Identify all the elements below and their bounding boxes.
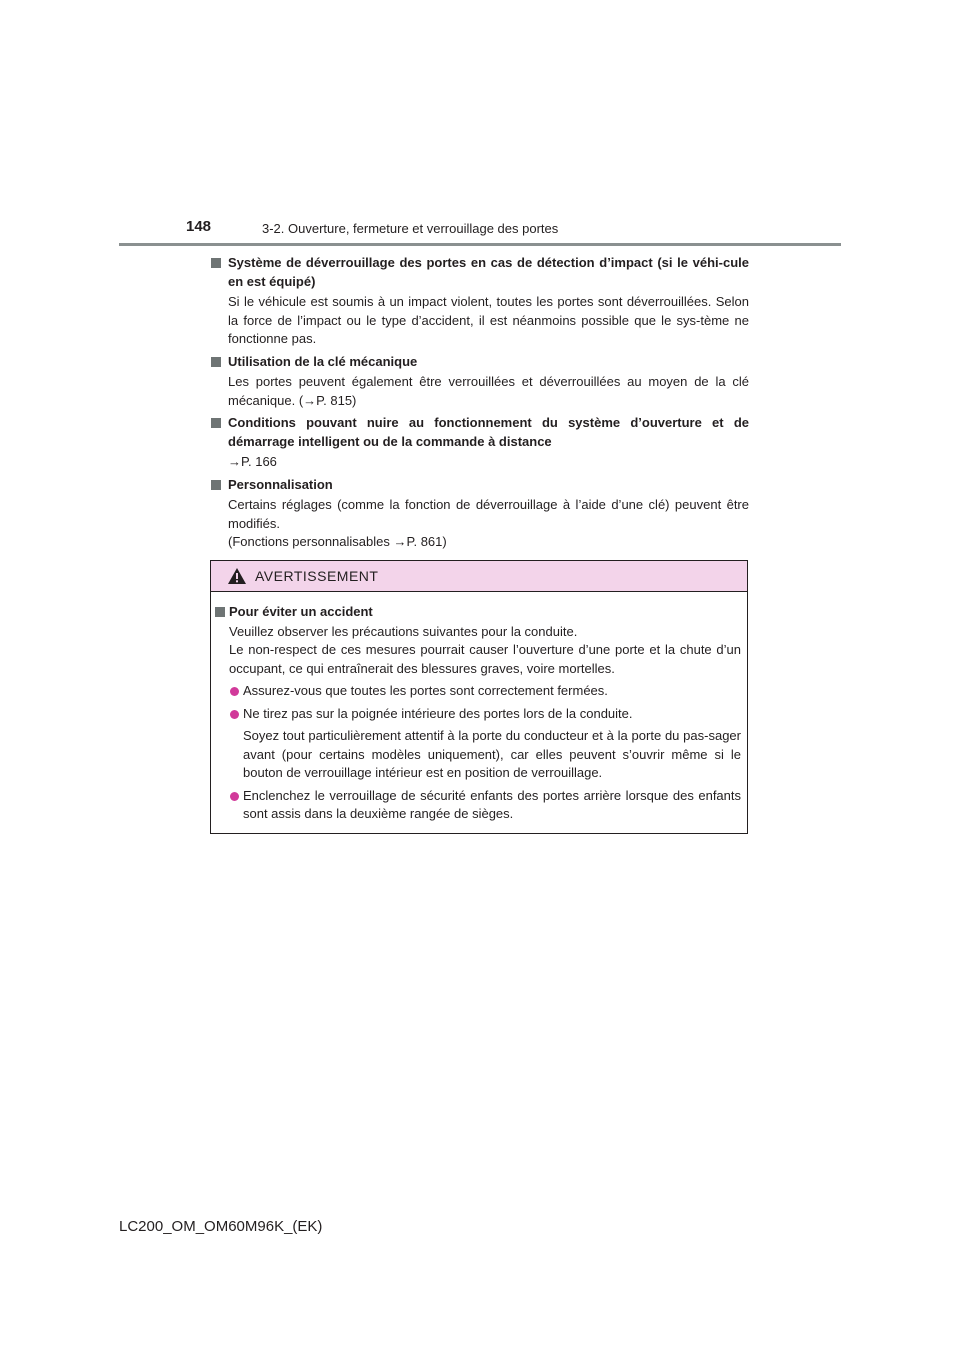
section-personalisation <box>211 476 749 552</box>
main-content <box>211 254 749 556</box>
bullet-dot-icon <box>230 792 239 801</box>
section-body: →P. 166 <box>228 454 277 469</box>
section-conditions <box>211 414 749 472</box>
section-title: Utilisation de la clé mécanique <box>228 353 418 369</box>
warning-label: AVERTISSEMENT <box>255 568 379 584</box>
square-marker-icon <box>211 258 221 268</box>
warning-bullet: Assurez-vous que toutes les portes sont correctement fermées. <box>215 682 741 701</box>
warning-triangle-icon <box>227 567 247 585</box>
header-rule <box>119 243 841 246</box>
warning-intro: Veuillez observer les précautions suivantes pour la conduite. Le non-respect de ces mesures pourrait causer l’ouverture d’une porte et la chute d’un occupant, ce qui entraînerait des blessures graves, voire mortelles. <box>229 623 741 676</box>
bullet-dot-icon <box>230 687 239 696</box>
chapter-title: 3-2. Ouverture, fermeture et verrouillage des portes <box>262 221 559 236</box>
square-marker-icon <box>215 607 225 617</box>
section-title: Conditions pouvant nuire au fonctionnement du système d’ouverture et de démarrage intelligent ou de la commande à distance <box>228 415 749 449</box>
bullet-dot-icon <box>230 710 239 719</box>
warning-bullet-note: Soyez tout particulièrement attentif à la porte du conducteur et à la porte du pas-sager avant (pour certains modèles uniquement), car elles peuvent s’ouvrir même si le bouton de verrouillage intérieur est en position de verrouillage. <box>243 728 741 780</box>
warning-bullet: Ne tirez pas sur la poignée intérieure des portes lors de la conduite. <box>215 705 741 724</box>
square-marker-icon <box>211 418 221 428</box>
section-body: Si le véhicule est soumis à un impact violent, toutes les portes sont déverrouillées. Selon la force de l’impact ou le type d’accident, il est néanmoins possible que le sys-tème ne fonctionne pas. <box>228 294 749 346</box>
page-header <box>0 0 960 250</box>
warning-header <box>211 561 747 592</box>
warning-title: Pour éviter un accident <box>229 604 373 619</box>
footer-code: LC200_OM_OM60M96K_(EK) <box>119 1218 323 1235</box>
page-number: 148 <box>186 218 212 235</box>
section-body: Les portes peuvent également être verrouillées et déverrouillées au moyen de la clé mécanique. (→P. 815) <box>228 374 749 408</box>
warning-body <box>211 592 747 824</box>
warning-box <box>210 560 748 834</box>
section-mechanical-key <box>211 353 749 411</box>
square-marker-icon <box>211 480 221 490</box>
section-impact-unlock <box>211 254 749 349</box>
section-title: Personnalisation <box>228 476 333 492</box>
square-marker-icon <box>211 357 221 367</box>
warning-bullet: Enclenchez le verrouillage de sécurité enfants des portes arrière lorsque des enfants sont assis dans la deuxième rangée de sièges. <box>215 787 741 824</box>
section-title: Système de déverrouillage des portes en cas de détection d’impact (si le véhi-cule en est équipé) <box>228 255 749 289</box>
section-body: Certains réglages (comme la fonction de déverrouillage à l’aide d’une clé) peuvent être modifiés. (Fonctions personnalisables →P. 861) <box>228 497 749 549</box>
